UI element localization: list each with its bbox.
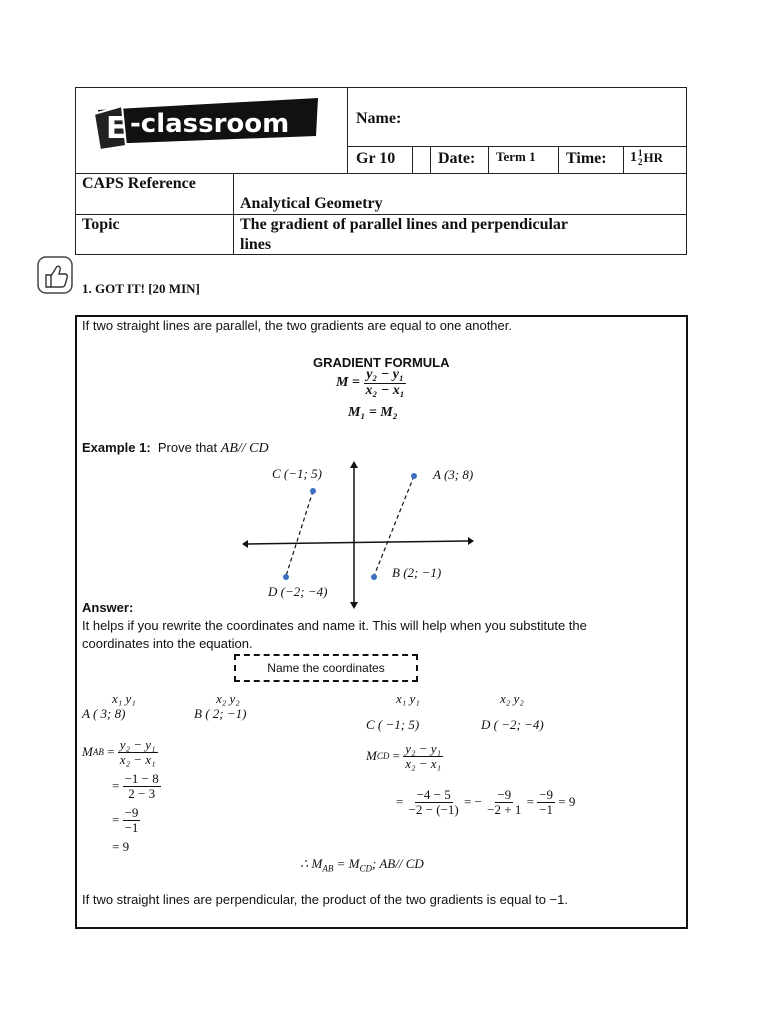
point-a-label: A (3; 8) xyxy=(433,467,474,482)
topic-line-2: lines xyxy=(240,236,272,253)
ab-header-x1y1: x₁ y₁ xyxy=(112,691,136,706)
line-ab xyxy=(374,476,414,576)
point-c-marker xyxy=(310,488,316,494)
header-divider xyxy=(623,146,624,173)
answer-line-1: It helps if you rewrite the coordinates and name it. This will help when you substitute the xyxy=(82,618,587,633)
y-axis-arrow xyxy=(350,461,358,468)
coord-d: D ( −2; −4) xyxy=(481,717,544,732)
section-title: 1. GOT IT! [20 MIN] xyxy=(82,281,200,296)
conclusion: ∴ $M_{AB} = M_{CD}$; AB// CD xyxy=(300,856,424,874)
grade-label: Gr 10 xyxy=(356,150,396,167)
coord-c: C ( −1; 5) xyxy=(366,717,420,732)
header-divider xyxy=(347,146,687,147)
date-label: Date: xyxy=(438,150,476,167)
coord-b: B ( 2; −1) xyxy=(194,706,247,721)
mab-result: = 9 xyxy=(112,839,130,854)
header-divider xyxy=(75,173,687,174)
topic-line-1: The gradient of parallel lines and perpendicular xyxy=(240,216,569,233)
point-c-label: C (−1; 5) xyxy=(272,466,322,481)
time-value: 1 1 2 HR xyxy=(630,148,663,167)
x-axis xyxy=(248,541,468,544)
y-axis-arrow xyxy=(350,602,358,609)
point-d-marker xyxy=(283,574,289,580)
mab-step-1: = $\frac{-1 - 8}{2 - 3}$ xyxy=(112,771,159,801)
cd-header-x1y1: x₁ y₁ xyxy=(396,691,420,706)
mcd-formula: M CD = $\frac{\text{y₂ − y₁}}{\text{x₂ − x₁}}$ xyxy=(366,741,442,771)
point-a-marker xyxy=(411,473,417,479)
thumbs-up-icon xyxy=(36,255,74,295)
example-line: Example 1: Prove that AB// CD xyxy=(82,440,269,456)
header-divider xyxy=(488,146,489,173)
line-cd xyxy=(286,491,313,576)
svg-text:-classroom: -classroom xyxy=(130,109,290,139)
parallel-statement: If two straight lines are parallel, the two gradients are equal to one another. xyxy=(82,318,512,333)
m1-equals-m2: M₁ = M₂ xyxy=(348,405,398,420)
formula-title: GRADIENT FORMULA xyxy=(313,355,450,370)
cd-header-x2y2: x₂ y₂ xyxy=(500,691,524,706)
time-label: Time: xyxy=(566,150,607,167)
term-value: Term 1 xyxy=(496,149,536,164)
mab-step-2: = $\frac{-9}{-1}$ xyxy=(112,805,139,835)
e-classroom-logo xyxy=(92,96,320,150)
caps-value: Analytical Geometry xyxy=(240,195,383,212)
svg-text:E: E xyxy=(106,111,127,146)
header-divider xyxy=(558,146,559,173)
caps-label: CAPS Reference xyxy=(82,175,196,192)
coord-a: A ( 3; 8) xyxy=(82,706,126,721)
name-label: Name: xyxy=(356,110,402,127)
point-b-label: B (2; −1) xyxy=(392,565,442,580)
gradient-formula: M = $\frac{\text{y₂ − y₁}}{\text{x₂ − x₁}}$ xyxy=(336,367,405,398)
topic-label: Topic xyxy=(82,216,120,233)
point-d-label: D (−2; −4) xyxy=(268,584,328,599)
answer-label: Answer: xyxy=(82,600,134,615)
x-axis-arrow xyxy=(242,540,248,548)
header-divider xyxy=(347,87,348,173)
x-axis-arrow xyxy=(468,537,474,545)
header-divider xyxy=(233,173,234,255)
header-divider xyxy=(412,146,413,173)
perpendicular-statement: If two straight lines are perpendicular, the product of the two gradients is equal to −1. xyxy=(82,892,568,907)
header-divider xyxy=(75,214,687,215)
point-b-marker xyxy=(371,574,377,580)
ab-header-x2y2: x₂ y₂ xyxy=(216,691,240,706)
answer-line-2: coordinates into the equation. xyxy=(82,636,253,651)
mab-formula: M AB = $\frac{\text{y₂ − y₁}}{\text{x₂ − x₁}}$ xyxy=(82,737,156,767)
name-coordinates-box: Name the coordinates xyxy=(234,654,418,682)
mcd-steps: = $\frac{-4 - 5}{-2 - (-1)}$ = − $\frac{-9}{-2 + 1}$ = $\frac{-9}{-1}$ = 9 xyxy=(396,787,576,817)
header-divider xyxy=(430,146,431,173)
